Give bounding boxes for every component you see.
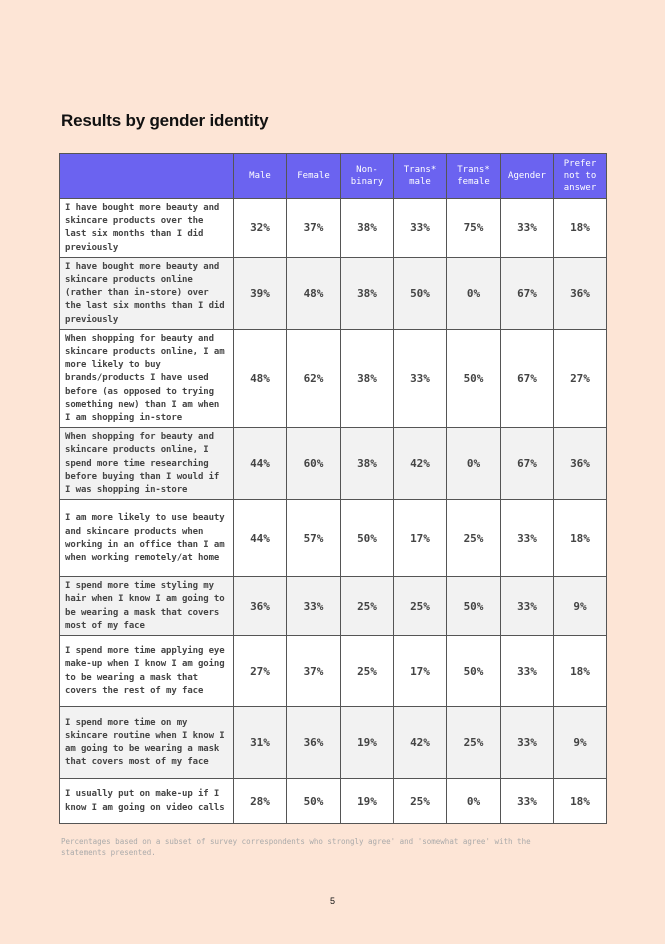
table-row — [60, 428, 607, 500]
cell-non-binary: 25% — [341, 577, 394, 636]
cell-female: 62% — [287, 329, 341, 427]
cell-trans-male: 50% — [394, 257, 447, 329]
cell-trans-male: 42% — [394, 428, 447, 500]
cell-prefer-not: 36% — [554, 257, 607, 329]
cell-male: 39% — [234, 257, 287, 329]
cell-male: 36% — [234, 577, 287, 636]
cell-female: 37% — [287, 636, 341, 707]
page-number: 5 — [329, 896, 335, 906]
cell-male: 32% — [234, 199, 287, 258]
header-agender: Agender — [501, 154, 554, 199]
cell-trans-male: 42% — [394, 707, 447, 779]
header-trans-male: Trans* male — [394, 154, 447, 199]
cell-prefer-not: 36% — [554, 428, 607, 500]
cell-prefer-not: 18% — [554, 779, 607, 824]
footnote: Percentages based on a subset of survey correspondents who strongly agree' and 'somewhat agree' with the statements presented. — [61, 837, 531, 857]
cell-female: 57% — [287, 500, 341, 577]
table-row — [60, 329, 607, 427]
cell-female: 48% — [287, 257, 341, 329]
cell-trans-female: 75% — [447, 199, 501, 258]
cell-male: 28% — [234, 779, 287, 824]
cell-non-binary: 38% — [341, 199, 394, 258]
table-header-row — [60, 154, 607, 199]
cell-female: 36% — [287, 707, 341, 779]
row-statement: I spend more time on my skincare routine when I know I am going to be wearing a mask that covers most of my face — [60, 707, 234, 779]
cell-non-binary: 38% — [341, 257, 394, 329]
cell-prefer-not: 27% — [554, 329, 607, 427]
cell-trans-female: 50% — [447, 636, 501, 707]
cell-trans-female: 25% — [447, 707, 501, 779]
table-row — [60, 257, 607, 329]
cell-male: 27% — [234, 636, 287, 707]
table-row — [60, 199, 607, 258]
cell-non-binary: 19% — [341, 779, 394, 824]
cell-male: 44% — [234, 500, 287, 577]
cell-agender: 33% — [501, 779, 554, 824]
cell-female: 50% — [287, 779, 341, 824]
cell-agender: 33% — [501, 199, 554, 258]
cell-agender: 67% — [501, 329, 554, 427]
cell-prefer-not: 18% — [554, 636, 607, 707]
table-row — [60, 779, 607, 824]
table-row — [60, 500, 607, 577]
cell-trans-male: 33% — [394, 329, 447, 427]
row-statement: I usually put on make-up if I know I am going on video calls — [60, 779, 234, 824]
cell-trans-female: 50% — [447, 329, 501, 427]
cell-trans-male: 25% — [394, 577, 447, 636]
cell-agender: 33% — [501, 500, 554, 577]
cell-trans-male: 33% — [394, 199, 447, 258]
cell-non-binary: 38% — [341, 329, 394, 427]
cell-female: 33% — [287, 577, 341, 636]
cell-agender: 67% — [501, 257, 554, 329]
cell-trans-female: 25% — [447, 500, 501, 577]
header-prefer-not: Prefer not to answer — [554, 154, 607, 199]
cell-male: 44% — [234, 428, 287, 500]
header-statement — [60, 154, 234, 199]
cell-non-binary: 38% — [341, 428, 394, 500]
page-title: Results by gender identity — [61, 111, 269, 130]
header-trans-female: Trans* female — [447, 154, 501, 199]
header-female: Female — [287, 154, 341, 199]
cell-prefer-not: 9% — [554, 707, 607, 779]
row-statement: I have bought more beauty and skincare products online (rather than in-store) over the last six months than I did previously — [60, 257, 234, 329]
cell-non-binary: 50% — [341, 500, 394, 577]
header-non-binary: Non-binary — [341, 154, 394, 199]
row-statement: When shopping for beauty and skincare products online, I am more likely to buy brands/products I have used before (as opposed to trying something new) than I am when I am shopping in-store — [60, 329, 234, 427]
cell-agender: 67% — [501, 428, 554, 500]
cell-trans-female: 0% — [447, 257, 501, 329]
cell-non-binary: 25% — [341, 636, 394, 707]
cell-trans-male: 17% — [394, 500, 447, 577]
header-male: Male — [234, 154, 287, 199]
cell-agender: 33% — [501, 577, 554, 636]
cell-trans-male: 25% — [394, 779, 447, 824]
cell-female: 60% — [287, 428, 341, 500]
cell-agender: 33% — [501, 636, 554, 707]
row-statement: When shopping for beauty and skincare products online, I spend more time researching before buying than I would if I was shopping in-store — [60, 428, 234, 500]
results-table — [59, 153, 607, 824]
cell-male: 48% — [234, 329, 287, 427]
table-row — [60, 636, 607, 707]
cell-trans-female: 50% — [447, 577, 501, 636]
row-statement: I have bought more beauty and skincare products over the last six months than I did previously — [60, 199, 234, 258]
cell-prefer-not: 18% — [554, 199, 607, 258]
row-statement: I spend more time styling my hair when I know I am going to be wearing a mask that covers most of my face — [60, 577, 234, 636]
cell-prefer-not: 18% — [554, 500, 607, 577]
cell-trans-female: 0% — [447, 428, 501, 500]
row-statement: I am more likely to use beauty and skincare products when working in an office than I am when working remotely/at home — [60, 500, 234, 577]
cell-trans-male: 17% — [394, 636, 447, 707]
table-row — [60, 707, 607, 779]
cell-trans-female: 0% — [447, 779, 501, 824]
cell-male: 31% — [234, 707, 287, 779]
cell-agender: 33% — [501, 707, 554, 779]
cell-female: 37% — [287, 199, 341, 258]
row-statement: I spend more time applying eye make-up when I know I am going to be wearing a mask that covers the rest of my face — [60, 636, 234, 707]
table-row — [60, 577, 607, 636]
cell-prefer-not: 9% — [554, 577, 607, 636]
cell-non-binary: 19% — [341, 707, 394, 779]
